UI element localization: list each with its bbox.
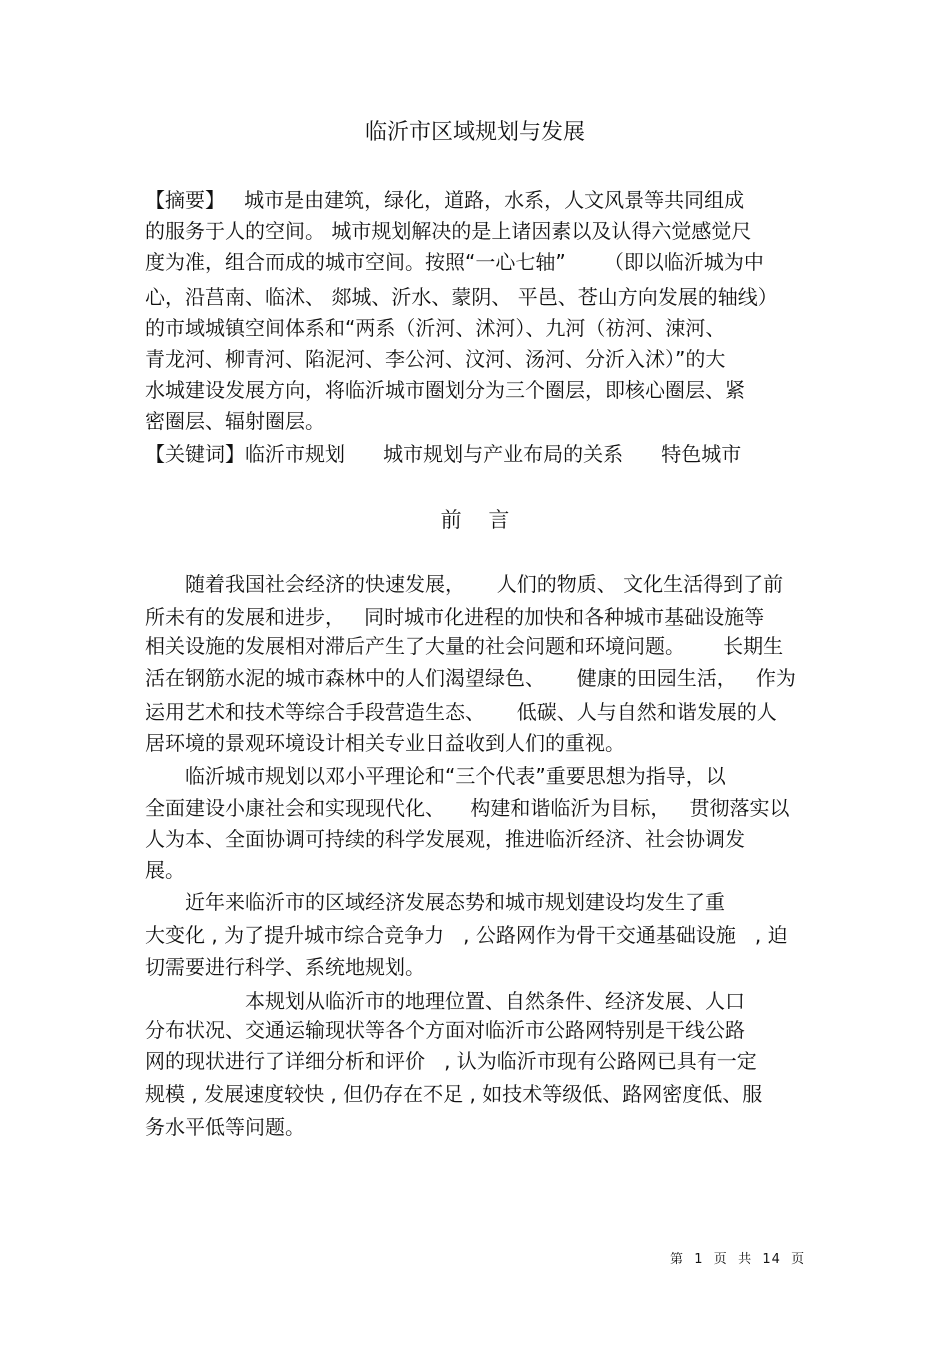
preface-line: 活在钢筋水泥的城市森林中的人们渴望绿色、 健康的田园生活， 作为 [145, 666, 796, 690]
abstract-line: 【摘要】 城市是由建筑，绿化，道路，水系，人文风景等共同组成 [145, 188, 745, 212]
preface-line: 网的现状进行了详细分析和评价 , 认为临沂市现有公路网已具有一定 [145, 1049, 757, 1073]
abstract-line: 度为准，组合而成的城市空间。按照“一心七轴” （即以临沂城为中 [145, 250, 764, 274]
preface-line: 相关设施的发展相对滞后产生了大量的社会问题和环境问题。 长期生 [145, 634, 784, 658]
preface-line: 切需要进行科学、系统地规划。 [145, 955, 425, 979]
preface-line: 大变化 , 为了提升城市综合竞争力 , 公路网作为骨干交通基础设施 , 迫 [145, 923, 788, 947]
preface-line: 近年来临沂市的区域经济发展态势和城市规划建设均发生了重 [185, 890, 725, 914]
abstract-line: 密圈层、辐射圈层。 [145, 409, 325, 433]
preface-line: 人为本、全面协调可持续的科学发展观，推进临沂经济、社会协调发 [145, 827, 745, 851]
abstract-line: 水城建设发展方向，将临沂城市圈划分为三个圈层，即核心圈层、紧 [145, 378, 745, 402]
preface-line: 分布状况、交通运输现状等各个方面对临沂市公路网特别是干线公路 [145, 1018, 745, 1042]
preface-line: 临沂城市规划以邓小平理论和“三个代表”重要思想为指导，以 [185, 764, 726, 788]
preface-line: 所未有的发展和进步， 同时城市化进程的加快和各种城市基础设施等 [145, 605, 765, 629]
preface-line: 本规划从临沂市的地理位置、自然条件、经济发展、人口 [245, 989, 745, 1013]
preface-line: 务水平低等问题。 [145, 1115, 305, 1139]
keywords-line: 【关键词】临沂市规划 城市规划与产业布局的关系 特色城市 [145, 442, 742, 466]
preface-line: 展。 [145, 858, 185, 882]
document-title: 临沂市区域规划与发展 [364, 120, 585, 145]
preface-line: 居环境的景观环境设计相关专业日益收到人们的重视。 [145, 731, 625, 755]
preface-heading: 前 言 [440, 508, 510, 532]
page-number-footer: 第 1 页 共 14 页 [670, 1252, 806, 1267]
abstract-line: 青龙河、柳青河、陷泥河、李公河、汶河、汤河、分沂入沭）”的大 [145, 347, 726, 371]
abstract-line: 的市域城镇空间体系和“两系（沂河、沭河）、九河（祊河、涑河、 [145, 316, 726, 340]
abstract-line: 心，沿莒南、临沭、 郯城、沂水、蒙阴、 平邑、苍山方向发展的轴线） [145, 285, 778, 309]
preface-line: 随着我国社会经济的快速发展， 人们的物质、 文化生活得到了前 [185, 572, 784, 596]
abstract-line: 的服务于人的空间。 城市规划解决的是上诸因素以及认得六觉感觉尺 [145, 219, 752, 243]
preface-line: 全面建设小康社会和实现现代化、 构建和谐临沂为目标， 贯彻落实以 [145, 796, 790, 820]
preface-line: 规模 , 发展速度较快 , 但仍存在不足 , 如技术等级低、路网密度低、服 [145, 1082, 763, 1106]
preface-line: 运用艺术和技术等综合手段营造生态、 低碳、人与自然和谐发展的人 [145, 700, 777, 724]
